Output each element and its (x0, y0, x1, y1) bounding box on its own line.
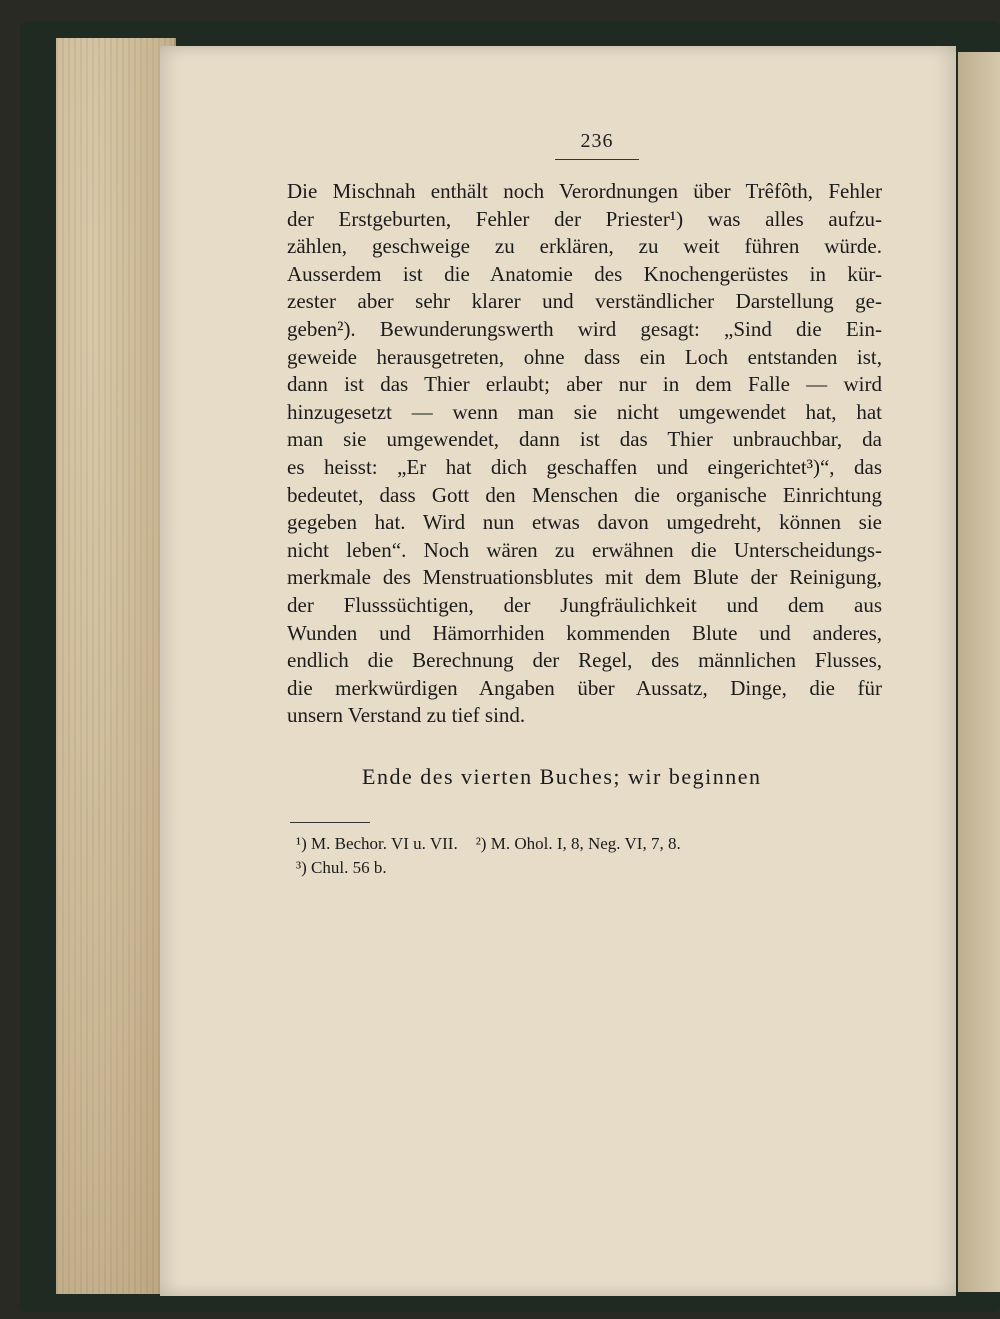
text-line: der Erstgeburten, Fehler der Priester¹) was alles aufzu- (287, 206, 882, 231)
footnote-row (296, 832, 856, 856)
text-line: zählen, geschweige zu erklären, zu weit führen würde. (287, 234, 882, 259)
text-line: unsern Verstand zu tief sind. (287, 703, 526, 728)
body-text (287, 178, 882, 730)
text-line: Wunden und Hämorrhiden kommenden Blute und anderes, (287, 620, 882, 645)
text-line: Ausserdem ist die Anatomie des Knochengerüstes in kür- (287, 261, 882, 286)
text-line: Die Mischnah enthält noch Verordnungen über Trêfôth, Fehler (287, 179, 882, 203)
text-line: merkmale des Menstruationsblutes mit dem Blute der Reinigung, (287, 565, 882, 590)
page-stack-edge (56, 38, 176, 1294)
footnote-2: ²) M. Ohol. I, 8, Neg. VI, 7, 8. (475, 834, 681, 853)
footnotes (296, 832, 856, 880)
text-line: es heisst: „Er hat dich geschaffen und eingerichtet³)“, das (287, 454, 882, 479)
page-number: 236 (555, 130, 639, 160)
text-line: bedeutet, dass Gott den Menschen die organische Einrichtung (287, 482, 882, 507)
section-end-heading: Ende des vierten Buches; wir beginnen (362, 764, 762, 789)
text-line: hinzugesetzt — wenn man sie nicht umgewendet hat, hat (287, 399, 882, 424)
text-line: die merkwürdigen Angaben über Aussatz, Dinge, die für (287, 675, 882, 700)
text-line: endlich die Berechnung der Regel, des männlichen Flusses, (287, 648, 882, 673)
footnote-3: ³) Chul. 56 b. (296, 858, 387, 877)
footnote-1: ¹) M. Bechor. VI u. VII. (296, 834, 458, 853)
text-line: dann ist das Thier erlaubt; aber nur in dem Falle — wird (287, 372, 882, 397)
facing-page-edge (958, 52, 1000, 1292)
text-line: nicht leben“. Noch wären zu erwähnen die Unterscheidungs- (287, 537, 882, 562)
text-line: geben²). Bewunderungswerth wird gesagt: „Sind die Ein- (287, 316, 882, 341)
text-line: zester aber sehr klarer und verständlicher Darstellung ge- (287, 289, 882, 314)
text-line: der Flusssüchtigen, der Jungfräulichkeit und dem aus (287, 592, 882, 617)
footnote-rule (290, 822, 370, 823)
text-line: man sie umgewendet, dann ist das Thier unbrauchbar, da (287, 427, 882, 452)
text-line: gegeben hat. Wird nun etwas davon umgedreht, können sie (287, 510, 882, 535)
text-line: geweide herausgetreten, ohne dass ein Loch entstanden ist, (287, 344, 882, 369)
